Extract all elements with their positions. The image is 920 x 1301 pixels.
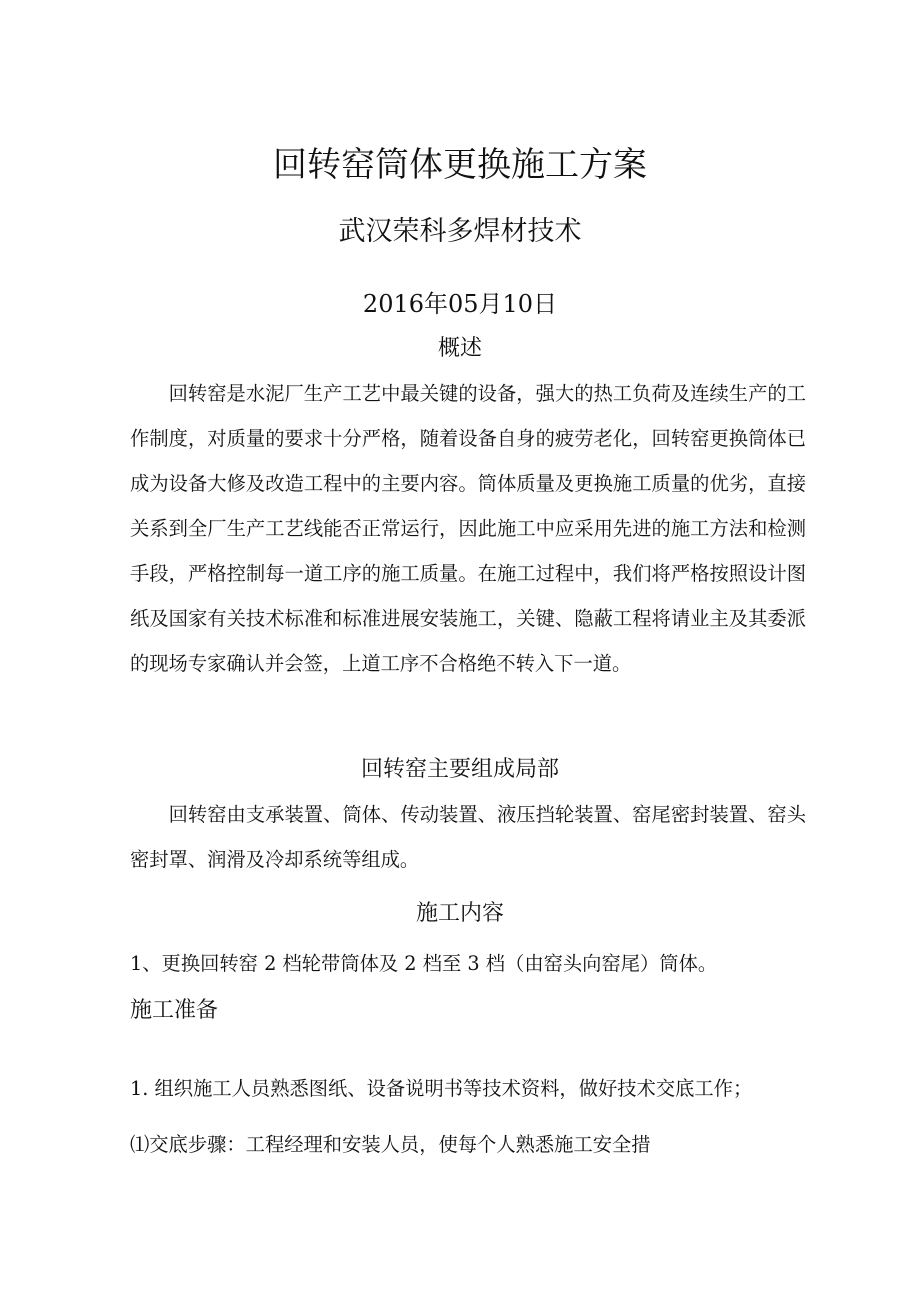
document-title: 回转窑筒体更换施工方案 <box>273 145 647 185</box>
preparation-item-1: 1. 组织施工人员熟悉图纸、设备说明书等技术资料，做好技术交底工作； <box>130 1077 753 1100</box>
components-paragraph: 回转窑由支承装置、筒体、传动装置、液压挡轮装置、窑尾密封装置、窑头密封罩、润滑及冷却系统等组成。 <box>130 803 806 871</box>
preparation-item-1-1: ⑴交底步骤：工程经理和安装人员，使每个人熟悉施工安全措 <box>130 1133 651 1156</box>
company-name: 武汉荣科多焊材技术 <box>338 216 582 247</box>
section-heading-preparation: 施工准备 <box>130 998 219 1023</box>
section-heading-components: 回转窑主要组成局部 <box>360 757 559 782</box>
section-heading-construction-content: 施工内容 <box>415 901 504 926</box>
overview-paragraph: 回转窑是水泥厂生产工艺中最关键的设备，强大的热工负荷及连续生产的工作制度，对质量的要求十分严格，随着设备自身的疲劳老化，回转窑更换筒体已成为设备大修及改造工程中的主要内容。筒体质量及更换施工质量的优劣，直接关系到全厂生产工艺线能否正常运行，因此施工中应采用先进的施工方法和检测手段，严格控制每一道工序的施工质量。在施工过程中，我们将严格按照设计图纸及国家有关技术标准和标准进展安装施工，关键、隐蔽工程将请业主及其委派的现场专家确认并会签，上道工序不合格绝不转入下一道。 <box>130 382 806 675</box>
section-heading-overview: 概述 <box>437 336 482 361</box>
construction-content-item-1: 1、更换回转窑 2 档轮带筒体及 2 档至 3 档（由窑头向窑尾）筒体。 <box>130 952 718 975</box>
document-date: 2016年05月10日 <box>362 290 558 318</box>
